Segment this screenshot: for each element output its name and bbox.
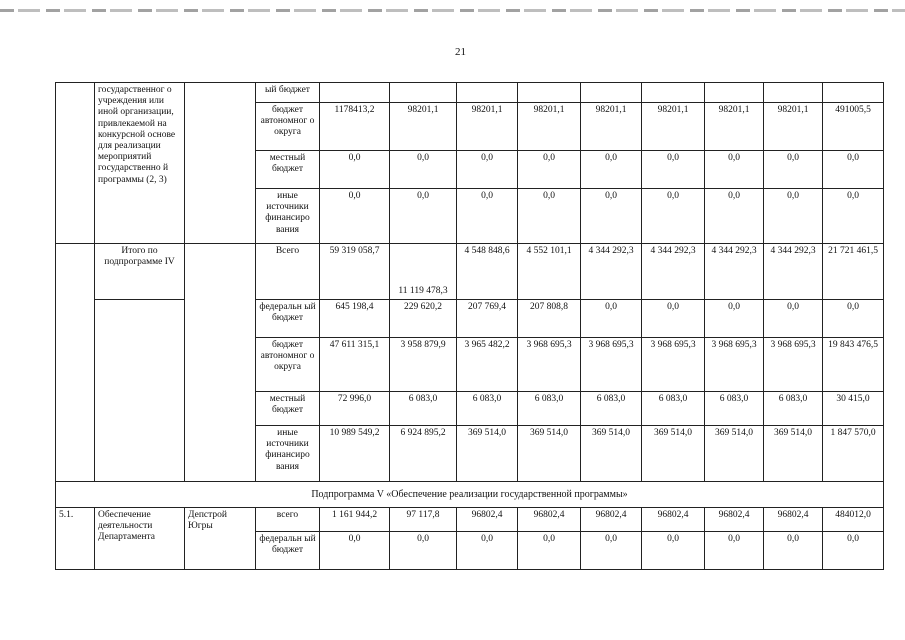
value-cell: 98201,1: [581, 103, 642, 151]
value-cell: 0,0: [320, 151, 390, 189]
value-cell: 4 552 101,1: [518, 244, 581, 300]
value-cell: [457, 83, 518, 103]
value-cell: 96802,4: [581, 508, 642, 532]
value-cell: 47 611 315,1: [320, 338, 390, 392]
value-cell: 0,0: [823, 532, 884, 570]
value-cell: 98201,1: [705, 103, 764, 151]
page-number: 21: [455, 46, 466, 58]
value-cell: 0,0: [581, 532, 642, 570]
funding-source-cell: иные источники финансиро вания: [256, 426, 320, 482]
value-cell: 6 083,0: [581, 392, 642, 426]
value-cell: 0,0: [581, 151, 642, 189]
value-cell: 11 119 478,3: [390, 244, 457, 300]
value-cell: 19 843 476,5: [823, 338, 884, 392]
value-cell: 645 198,4: [320, 300, 390, 338]
value-cell: 97 117,8: [390, 508, 457, 532]
value-cell: 0,0: [642, 151, 705, 189]
funding-source-cell: бюджет автономног о округа: [256, 338, 320, 392]
subtotal-label-cell: Итого по подпрограмме IV: [95, 244, 185, 300]
value-cell: 96802,4: [457, 508, 518, 532]
value-cell: 4 344 292,3: [642, 244, 705, 300]
table-row: [56, 508, 884, 532]
value-cell: 0,0: [823, 151, 884, 189]
value-cell: 30 415,0: [823, 392, 884, 426]
value-cell: 59 319 058,7: [320, 244, 390, 300]
executor-cell: [185, 244, 256, 482]
funding-source-cell: местный бюджет: [256, 151, 320, 189]
value-cell: 229 620,2: [390, 300, 457, 338]
value-cell: [823, 83, 884, 103]
value-cell: [581, 83, 642, 103]
value-cell: 6 083,0: [518, 392, 581, 426]
value-cell: 0,0: [320, 189, 390, 244]
value-cell: 0,0: [390, 532, 457, 570]
table-row: [56, 83, 884, 103]
value-cell: 0,0: [581, 300, 642, 338]
executor-cell: Депстрой Югры: [185, 508, 256, 570]
value-cell: [705, 83, 764, 103]
financing-table: [55, 82, 884, 570]
value-cell: 0,0: [823, 300, 884, 338]
value-cell: 6 083,0: [390, 392, 457, 426]
value-cell: 3 968 695,3: [581, 338, 642, 392]
value-cell: 0,0: [457, 532, 518, 570]
empty-name-cell: [95, 300, 185, 482]
value-cell: 0,0: [764, 189, 823, 244]
value-cell: 0,0: [390, 151, 457, 189]
value-cell: 6 083,0: [705, 392, 764, 426]
value-cell: 96802,4: [705, 508, 764, 532]
value-cell: 6 083,0: [764, 392, 823, 426]
row-number-cell: [56, 244, 95, 482]
scan-edge-artifact: [0, 9, 905, 12]
row-number-cell: [56, 83, 95, 244]
value-cell: 72 996,0: [320, 392, 390, 426]
value-cell: 0,0: [518, 151, 581, 189]
value-cell: 0,0: [764, 151, 823, 189]
funding-source-cell: ый бюджет: [256, 83, 320, 103]
value-cell: 0,0: [823, 189, 884, 244]
value-cell: 0,0: [705, 151, 764, 189]
value-cell: 98201,1: [642, 103, 705, 151]
table-row: [56, 244, 884, 300]
table-row: [56, 300, 884, 338]
value-cell: 3 968 695,3: [705, 338, 764, 392]
value-cell: [642, 83, 705, 103]
value-cell: 0,0: [581, 189, 642, 244]
value-cell: 0,0: [390, 189, 457, 244]
value-cell: 369 514,0: [581, 426, 642, 482]
value-cell: 3 958 879,9: [390, 338, 457, 392]
funding-source-cell: иные источники финансиро вания: [256, 189, 320, 244]
value-cell: 3 968 695,3: [518, 338, 581, 392]
activity-name-cell: Обеспечение деятельности Департамента: [95, 508, 185, 570]
value-cell: 0,0: [518, 532, 581, 570]
funding-source-cell: бюджет автономног о округа: [256, 103, 320, 151]
value-cell: 369 514,0: [518, 426, 581, 482]
value-cell: 369 514,0: [642, 426, 705, 482]
value-cell: 369 514,0: [457, 426, 518, 482]
value-cell: [390, 83, 457, 103]
value-cell: 1178413,2: [320, 103, 390, 151]
funding-source-cell: федеральн ый бюджет: [256, 300, 320, 338]
value-cell: 0,0: [642, 532, 705, 570]
value-cell: 0,0: [764, 300, 823, 338]
value-cell: 3 965 482,2: [457, 338, 518, 392]
value-cell: 0,0: [457, 151, 518, 189]
value-cell: 484012,0: [823, 508, 884, 532]
value-cell: 0,0: [705, 300, 764, 338]
value-cell: 10 989 549,2: [320, 426, 390, 482]
value-cell: 207 769,4: [457, 300, 518, 338]
value-cell: 1 847 570,0: [823, 426, 884, 482]
executor-cell: [185, 83, 256, 244]
activity-name-cell: государственног о учреждения или иной организации, привлекаемой на конкурсной основе для реализации мероприятий государственно й программы (2, 3): [95, 83, 185, 244]
value-cell: 369 514,0: [764, 426, 823, 482]
value-cell: 0,0: [705, 189, 764, 244]
value-cell: 96802,4: [642, 508, 705, 532]
value-cell: 0,0: [764, 532, 823, 570]
value-cell: 96802,4: [518, 508, 581, 532]
value-cell: 0,0: [518, 189, 581, 244]
row-number-cell: 5.1.: [56, 508, 95, 570]
value-cell: 21 721 461,5: [823, 244, 884, 300]
value-cell: 6 083,0: [642, 392, 705, 426]
value-cell: 0,0: [642, 189, 705, 244]
value-cell: 98201,1: [390, 103, 457, 151]
value-cell: 3 968 695,3: [642, 338, 705, 392]
value-cell: 6 924 895,2: [390, 426, 457, 482]
value-cell: 6 083,0: [457, 392, 518, 426]
value-cell: 98201,1: [457, 103, 518, 151]
value-cell: [320, 83, 390, 103]
value-cell: 4 548 848,6: [457, 244, 518, 300]
value-cell: [518, 83, 581, 103]
value-cell: 98201,1: [764, 103, 823, 151]
subprogram-header: Подпрограмма V «Обеспечение реализации государственной программы»: [56, 482, 884, 508]
funding-source-cell: местный бюджет: [256, 392, 320, 426]
value-cell: 98201,1: [518, 103, 581, 151]
funding-source-cell: Всего: [256, 244, 320, 300]
value-cell: 491005,5: [823, 103, 884, 151]
value-cell: 207 808,8: [518, 300, 581, 338]
value-cell: 0,0: [642, 300, 705, 338]
value-cell: 0,0: [705, 532, 764, 570]
value-cell: 96802,4: [764, 508, 823, 532]
value-cell: 1 161 944,2: [320, 508, 390, 532]
value-cell: [764, 83, 823, 103]
value-cell: 0,0: [457, 189, 518, 244]
subprogram-header-row: [56, 482, 884, 508]
value-cell: 0,0: [320, 532, 390, 570]
value-cell: 369 514,0: [705, 426, 764, 482]
value-cell: 4 344 292,3: [581, 244, 642, 300]
value-cell: 3 968 695,3: [764, 338, 823, 392]
funding-source-cell: всего: [256, 508, 320, 532]
value-cell: 4 344 292,3: [705, 244, 764, 300]
value-cell: 4 344 292,3: [764, 244, 823, 300]
funding-source-cell: федеральн ый бюджет: [256, 532, 320, 570]
